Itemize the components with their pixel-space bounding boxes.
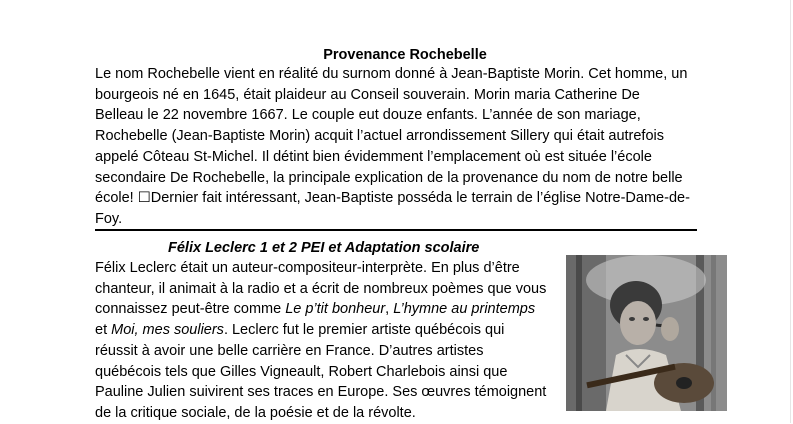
work-title: L’hymne au printemps bbox=[393, 301, 536, 318]
text-line: bourgeois né en 1645, était plaideur au Conseil souverain. Morin maria Catherine De bbox=[95, 86, 640, 103]
portrait-illustration bbox=[566, 255, 727, 411]
text-line bbox=[95, 320, 555, 341]
paragraph-provenance bbox=[95, 64, 697, 230]
text-line: école! ☐Dernier fait intéressant, Jean-Baptiste posséda le terrain de l’église Notre-Dame-de- bbox=[95, 190, 690, 207]
section-title-felix-leclerc: Félix Leclerc 1 et 2 PEI et Adaptation scolaire bbox=[168, 240, 480, 256]
text-run: connaissez peut-être comme bbox=[95, 301, 286, 318]
text-line: Rochebelle (Jean-Baptiste Morin) acquit l’actuel arrondissement Sillery qui était autrefois bbox=[95, 128, 664, 145]
section-title-provenance: Provenance Rochebelle bbox=[323, 47, 487, 63]
page-edge-line bbox=[790, 0, 791, 423]
text-line: Belleau le 22 novembre 1667. Le couple eut douze enfants. L’année de son mariage, bbox=[95, 107, 641, 124]
text-line: québécois tels que Gilles Vigneault, Robert Charlebois ainsi que bbox=[95, 363, 508, 380]
work-title: Le p’tit bonheur bbox=[285, 301, 386, 318]
text-line: Foy. bbox=[95, 210, 123, 227]
text-line bbox=[95, 299, 555, 320]
text-line: Pauline Julien suivirent ses traces en Europe. Ses œuvres témoignent bbox=[95, 384, 547, 401]
text-line: de la critique sociale, de la poésie et de la révolte. bbox=[95, 404, 416, 421]
text-line: Félix Leclerc était un auteur-compositeur-interprète. En plus d’être bbox=[95, 260, 520, 276]
text-run: , bbox=[385, 301, 394, 318]
text-line: Le nom Rochebelle vient en réalité du surnom donné à Jean-Baptiste Morin. Cet homme, un bbox=[95, 66, 688, 82]
text-run: et bbox=[95, 322, 112, 339]
text-run: . Leclerc fut le premier artiste québécois qui bbox=[223, 322, 505, 339]
portrait-photo bbox=[566, 255, 727, 411]
paragraph-felix-leclerc bbox=[95, 258, 555, 424]
text-line: réussit à avoir une belle carrière en France. D’autres artistes bbox=[95, 342, 484, 359]
text-line: secondaire De Rochebelle, la principale explication de la provenance du nom de notre belle bbox=[95, 169, 683, 186]
section-provenance bbox=[95, 46, 697, 230]
horizontal-divider bbox=[95, 229, 697, 231]
text-line: appelé Côteau St-Michel. Il détint bien évidemment l’emplacement où est située l’école bbox=[95, 148, 652, 165]
text-line: chanteur, il animait à la radio et a écrit de nombreux poèmes que vous bbox=[95, 280, 547, 297]
work-title: Moi, mes souliers bbox=[111, 322, 224, 339]
